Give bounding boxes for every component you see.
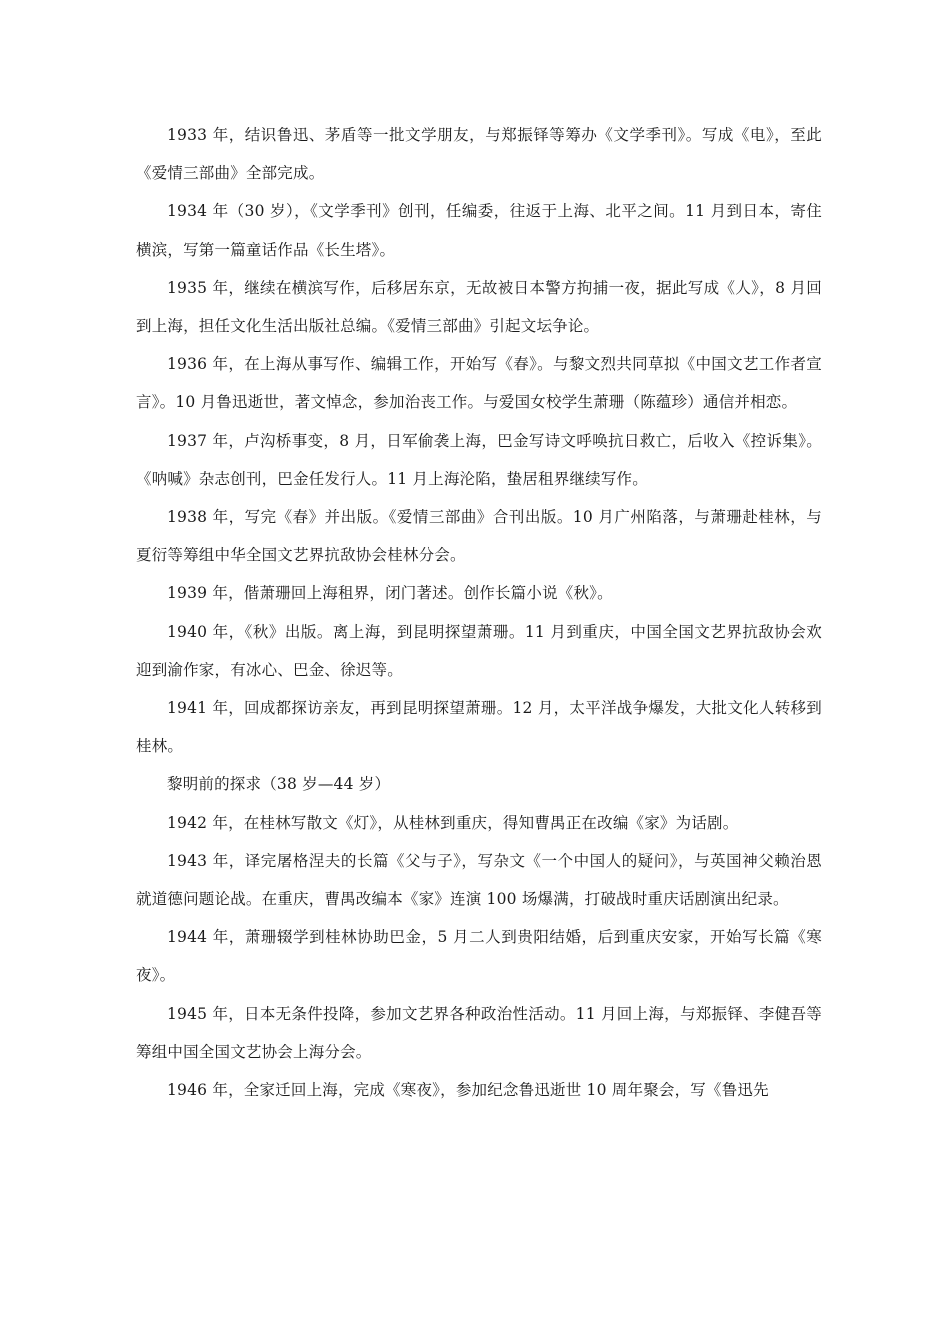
paragraph-1940: 1940 年，《秋》出版。离上海，到昆明探望萧珊。11 月到重庆，中国全国文艺界抗敌协会欢迎到渝作家，有冰心、巴金、徐迟等。 (136, 622, 822, 679)
paragraph-1938: 1938 年，写完《春》并出版。《爱情三部曲》合刊出版。10 月广州陷落，与萧珊赴桂林，与夏衍等筹组中华全国文艺界抗敌协会桂林分会。 (136, 508, 822, 565)
paragraph-1933: 1933 年，结识鲁迅、茅盾等一批文学朋友，与郑振铎等筹办《文学季刊》。写成《电》，至此《爱情三部曲》全部完成。 (136, 126, 822, 183)
paragraph-1934: 1934 年（30 岁），《文学季刊》创刊，任编委，往返于上海、北平之间。11 月到日本，寄住横滨，写第一篇童话作品《长生塔》。 (136, 202, 822, 259)
paragraph-1935: 1935 年，继续在横滨写作，后移居东京，无故被日本警方拘捕一夜，据此写成《人》，8 月回到上海，担任文化生活出版社总编。《爱情三部曲》引起文坛争论。 (136, 278, 822, 336)
paragraph-1944: 1944 年，萧珊辍学到桂林协助巴金，5 月二人到贵阳结婚，后到重庆安家，开始写长篇《寒夜》。 (136, 928, 822, 985)
section-heading: 黎明前的探求（38 岁—44 岁） (167, 775, 391, 794)
paragraph-1942: 1942 年，在桂林写散文《灯》，从桂林到重庆，得知曹禺正在改编《家》为话剧。 (167, 813, 739, 832)
paragraph-1945: 1945 年，日本无条件投降，参加文艺界各种政治性活动。11 月回上海，与郑振铎、李健吾等筹组中国全国文艺协会上海分会。 (136, 1004, 822, 1061)
paragraph-1939: 1939 年，偕萧珊回上海租界，闭门著述。创作长篇小说《秋》。 (167, 584, 613, 603)
paragraph-1936: 1936 年，在上海从事写作、编辑工作，开始写《春》。与黎文烈共同草拟《中国文艺工作者宣言》。10 月鲁迅逝世，著文悼念，参加治丧工作。与爱国女校学生萧珊（陈蕴珍）通信并相恋。 (136, 355, 822, 412)
document-body (136, 116, 822, 1109)
paragraph-1946: 1946 年，全家迁回上海，完成《寒夜》，参加纪念鲁迅逝世 10 周年聚会，写《鲁迅先 (167, 1081, 769, 1100)
paragraph-1941: 1941 年，回成都探访亲友，再到昆明探望萧珊。12 月，太平洋战争爆发，大批文化人转移到桂林。 (136, 699, 822, 756)
paragraph-1943: 1943 年，译完屠格涅夫的长篇《父与子》，写杂文《一个中国人的疑问》，与英国神父赖治恩就道德问题论战。在重庆，曹禺改编本《家》连演 100 场爆满，打破战时重庆话剧演出纪录。 (136, 851, 822, 909)
paragraph-1937: 1937 年，卢沟桥事变，8 月，日军偷袭上海，巴金写诗文呼唤抗日救亡，后收入《控诉集》。《呐喊》杂志创刊，巴金任发行人。11 月上海沦陷，蛰居租界继续写作。 (136, 431, 822, 488)
